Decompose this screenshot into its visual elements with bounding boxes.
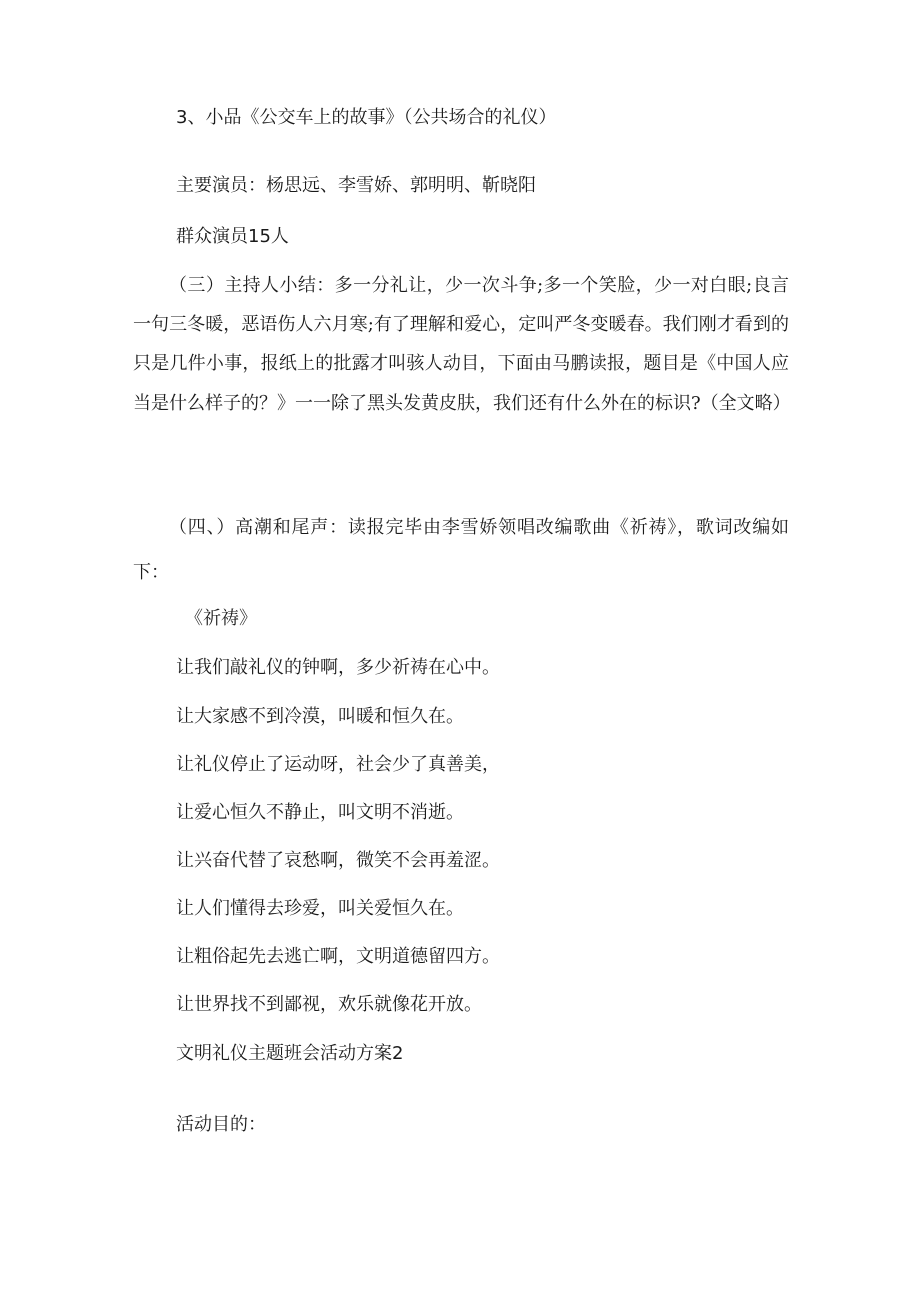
activity-goal-label: 活动目的： (176, 1114, 266, 1135)
lyric-line: 让礼仪停止了运动呀，社会少了真善美， (176, 754, 500, 775)
lyric-line: 让爱心恒久不静止，叫文明不消逝。 (176, 802, 464, 823)
item3-heading: 3、小品《公交车上的故事》（公共场合的礼仪） (176, 107, 557, 128)
main-actors-line: 主要演员：杨思远、李雪娇、郭明明、靳晓阳 (176, 175, 536, 196)
lyric-line: 让兴奋代替了哀愁啊，微笑不会再羞涩。 (176, 850, 500, 871)
extras-line: 群众演员15人 (176, 226, 289, 247)
lyric-line: 让大家感不到冷漠，叫暖和恒久在。 (176, 706, 464, 727)
lyric-line: 让粗俗起先去逃亡啊，文明道德留四方。 (176, 946, 500, 967)
plan2-title: 文明礼仪主题班会活动方案2 (176, 1043, 404, 1064)
section4-climax-paragraph: （四、）高潮和尾声：读报完毕由李雪娇领唱改编歌曲《祈祷》，歌词改编如下： (133, 517, 789, 583)
lyric-line: 让人们懂得去珍爱，叫关爱恒久在。 (176, 898, 464, 919)
section3-summary-paragraph: （三）主持人小结：多一分礼让，少一次斗争;多一个笑脸，少一对白眼;良言一句三冬暖，恶语伤人六月寒;有了理解和爱心，定叫严冬变暖春。我们刚才看到的只是几件小事，报纸上的批露才叫骇人动目，下面由马鹏读报，题目是《中国人应当是什么样子的？》一一除了黑头发黄皮肤，我们还有什么外在的标识?（全文略） (133, 275, 791, 414)
lyric-line: 让我们敲礼仪的钟啊，多少祈祷在心中。 (176, 657, 500, 678)
song-title: 《祈祷》 (185, 608, 257, 629)
lyric-line: 让世界找不到鄙视，欢乐就像花开放。 (176, 994, 482, 1015)
